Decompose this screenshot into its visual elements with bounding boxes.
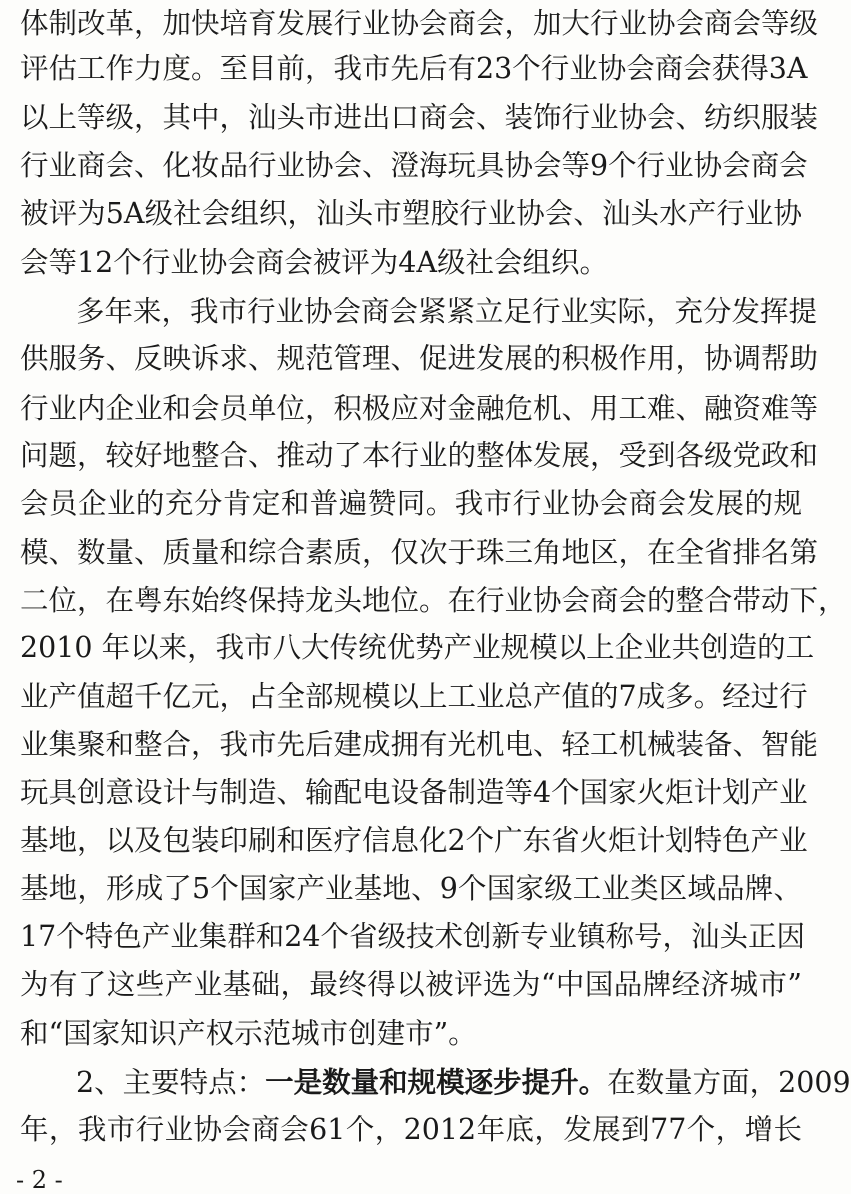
paragraph-1-line-5: 被评为5A级社会组织，汕头市塑胶行业协会、汕头水产行业协 (20, 197, 802, 230)
paragraph-1-line-4: 行业商会、化妆品行业协会、澄海玩具协会等9个行业协会商会 (20, 149, 808, 182)
paragraph-1-line-6: 会等12个行业协会商会被评为4A级社会组织。 (20, 246, 608, 279)
page-number: - 2 - (16, 1166, 63, 1194)
paragraph-1-line-1: 体制改革，加快培育发展行业协会商会，加大行业协会商会等级 (20, 7, 819, 40)
paragraph-2-line-9: 业产值超千亿元，占全部规模以上工业总产值的7成多。经过行 (20, 680, 808, 713)
paragraph-2-line-7: 二位，在粤东始终保持龙头地位。在行业协会商会的整合带动下， (20, 584, 847, 617)
paragraph-1-line-2: 评估工作力度。至目前，我市先后有23个行业协会商会获得3A (20, 52, 808, 85)
paragraph-2-line-1: 多年来，我市行业协会商会紧紧立足行业实际，充分发挥提 (76, 295, 818, 328)
paragraph-3-line-1 (76, 1062, 851, 1102)
paragraph-2-line-16: 和“国家知识产权示范城市创建市”。 (20, 1017, 477, 1050)
paragraph-2-line-11: 玩具创意设计与制造、输配电设备制造等4个国家火炬计划产业 (20, 776, 808, 809)
paragraph-2-line-6: 模、数量、质量和综合素质，仅次于珠三角地区，在全省排名第 (20, 536, 819, 569)
paragraph-2-line-5: 会员企业的充分肯定和普遍赞同。我市行业协会商会发展的规 (20, 487, 802, 520)
paragraph-2-line-12: 基地，以及包装印刷和医疗信息化2个广东省火炬计划特色产业 (20, 824, 808, 857)
paragraph-3-line-1-rest: 在数量方面，2009 (607, 1066, 851, 1099)
section-label: 2、主要特点： (76, 1066, 266, 1099)
paragraph-2-line-15: 为有了这些产业基础，最终得以被评选为“中国品牌经济城市” (20, 968, 802, 1001)
paragraph-1-line-3: 以上等级，其中，汕头市进出口商会、装饰行业协会、纺织服装 (20, 101, 819, 134)
paragraph-2-line-13: 基地，形成了5个国家产业基地、9个国家级工业类区域品牌、 (20, 872, 802, 905)
paragraph-2-line-4: 问题，较好地整合、推动了本行业的整体发展，受到各级党政和 (20, 439, 819, 472)
key-point-heading: 一是数量和规模逐步提升。 (265, 1065, 608, 1099)
paragraph-2-line-2: 供服务、反映诉求、规范管理、促进发展的积极作用，协调帮助 (20, 342, 819, 375)
paragraph-2-line-14: 17个特色产业集群和24个省级技术创新专业镇称号，汕头正因 (20, 920, 806, 953)
paragraph-3-line-2: 年，我市行业协会商会61个，2012年底，发展到77个，增长 (20, 1113, 802, 1146)
paragraph-2-line-10: 业集聚和整合，我市先后建成拥有光机电、轻工机械装备、智能 (20, 728, 819, 761)
paragraph-2-line-3: 行业内企业和会员单位，积极应对金融危机、用工难、融资难等 (20, 392, 819, 425)
paragraph-2-line-8: 2010 年以来，我市八大传统优势产业规模以上企业共创造的工 (20, 631, 815, 664)
